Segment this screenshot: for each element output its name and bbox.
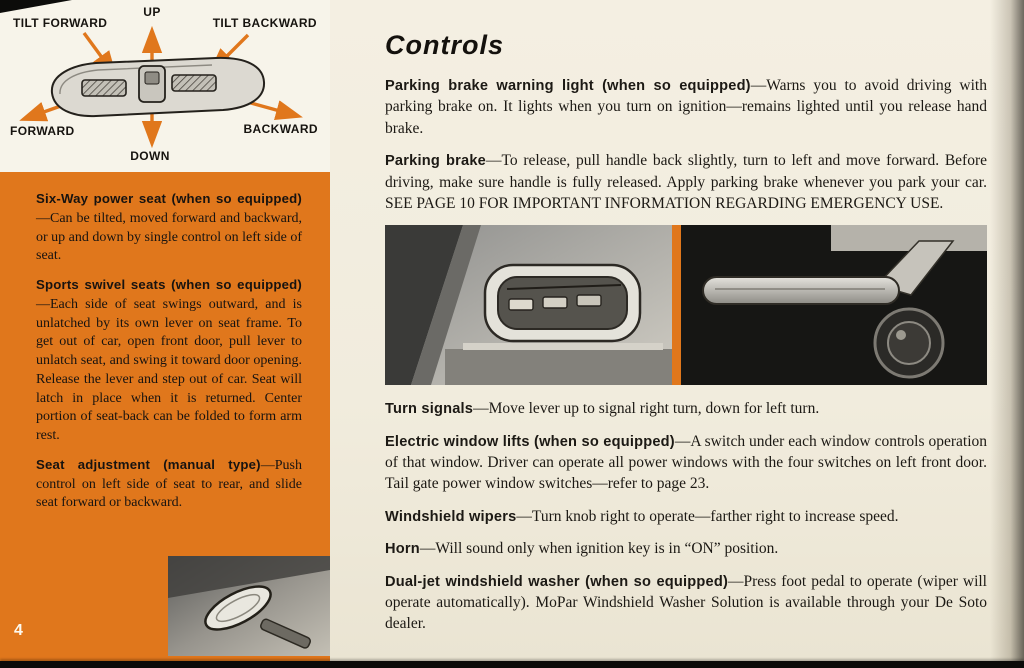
paragraph-turn-signals [385,398,987,419]
diagram-label-tilt-forward: TILT FORWARD [13,16,108,30]
paragraph-lead: Parking brake warning light (when so equipped) [385,78,751,94]
paragraph-horn [385,538,987,559]
seat-control-illustration [0,0,330,172]
switch-bezel [485,265,640,341]
paragraph-body: —Warns you to avoid driving with parking brake on. It lights when you turn on ignition—remains lighted until you release hand brake. [385,77,987,137]
paragraph-lead: Turn signals [385,401,474,418]
photo-row [385,225,987,385]
door-handle-photo [681,225,987,385]
diagram-label-down: DOWN [130,149,170,163]
turn-signal-switch-photo [385,225,672,385]
paragraph-electric-window-lifts [385,431,987,495]
paragraph-lead: Parking brake [385,153,486,170]
scan-corner-shadow [0,0,72,13]
paragraph-six-way-power-seat [36,190,302,266]
seat-control-body [52,58,264,116]
paragraph-body: —Each side of seat swings outward, and is unlatched by its own lever on seat frame. To get out of car, open front door, pull lever to unlatch seat, and swing it toward door opening. Release the lever and step out of car. Seat will latch in place when it is returned. Center portion of seat-back can be folded to form arm rest. [36,296,302,443]
paragraph-lead: Six-Way power seat (when so equipped) [36,191,302,206]
scan-bottom-edge [0,661,1024,668]
page-number: 4 [14,622,23,639]
door-handle-shape [703,277,899,304]
scan-right-edge-shadow [990,0,1024,668]
paragraph-parking-brake-warning-light [385,75,987,139]
diagram-label-tilt-backward: TILT BACKWARD [212,16,317,30]
paragraph-lead: Seat adjustment (manual type) [36,456,261,472]
seat-control-left-button [82,80,126,96]
left-column [0,0,330,668]
diagram-label-up: UP [143,5,161,19]
paragraph-lead: Sports swivel seats (when so equipped) [36,277,302,292]
controls-heading: Controls [385,30,504,60]
paragraph-lead: Horn [385,541,420,558]
paragraph-dual-jet-windshield-washer [385,571,987,635]
paragraph-body: —Press foot pedal to operate (wiper will operate automatically). MoPar Windshield Washer Solution is available through your De Soto dealer. [385,572,987,633]
paragraph-body: —Will sound only when ignition key is in “ON” position. [419,540,779,558]
paragraph-body: —A switch under each window controls operation of that window. Driver can operate all power windows with the four switches on left front door. Tail gate power window switches—refer to page 23. [385,432,987,493]
paragraph-windshield-wipers [385,506,987,527]
paragraph-body: —To release, pull handle back slightly, turn to left and move forward. Before driving, make sure handle is fully released. Apply parking brake whenever you park your car. SEE PAGE 10 FOR IMPORTANT INFORMATION REGARDING EMERGENCY USE. [385,152,987,212]
right-column [385,30,987,646]
washer-pedal-photo [168,556,330,656]
crank-base-shape [875,309,943,377]
paragraph-body: —Turn knob right to operate—farther right to increase speed. [516,507,899,525]
paragraph-sports-swivel-seats [36,276,302,446]
washer-pedal-illustration [168,556,330,656]
turn-signal-switch-illustration [385,225,672,385]
door-handle-illustration [681,225,987,385]
paragraph-seat-adjustment [36,456,302,513]
paragraph-body: —Push control on left side of seat to rear, and slide seat forward or backward. [36,457,302,511]
orange-panel [0,172,330,662]
paragraph-lead: Dual-jet windshield washer (when so equipped) [385,573,729,590]
diagram-label-forward: FORWARD [10,124,75,138]
paragraph-lead: Windshield wipers [385,508,517,525]
paragraph-body: —Can be tilted, moved forward and backward, or up and down by single control on left side of seat. [36,210,302,264]
paragraph-parking-brake [385,150,987,214]
seat-control-right-button [172,75,216,91]
paragraph-body: —Move lever up to signal right turn, down for left turn. [473,400,820,418]
diagram-label-backward: BACKWARD [243,122,318,136]
paragraph-lead: Electric window lifts (when so equipped) [385,433,675,450]
seat-control-diagram [0,0,330,172]
orange-divider [672,225,681,385]
